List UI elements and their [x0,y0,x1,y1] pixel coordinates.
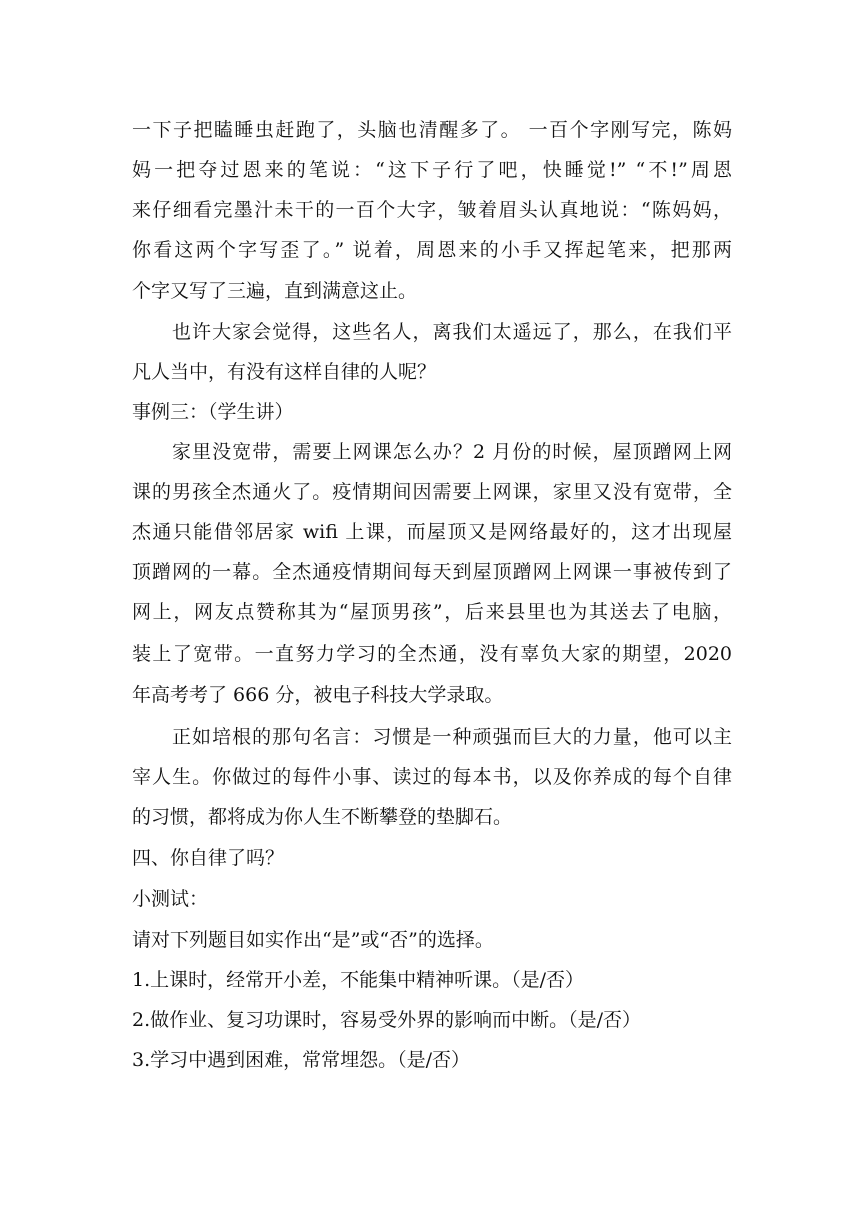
text-line: 网上，网友点赞称其为“屋顶男孩”，后来县里也为其送去了电脑， [132,601,732,623]
text-line: 妈一把夺过恩来的笔说：“这下子行了吧，快睡觉!” “不!”周恩 [132,159,732,181]
text-line: 请对下列题目如实作出“是”或“否”的选择。 [132,929,494,951]
text-line: 宰人生。你做过的每件小事、读过的每本书，以及你养成的每个自律 [132,766,732,788]
text-line: 家里没宽带，需要上网课怎么办？2 月份的时候，屋顶蹭网上网 [172,441,732,463]
text-line: 一下子把瞌睡虫赶跑了，头脑也清醒多了。 一百个字刚写完，陈妈 [132,119,732,141]
section-heading: 四、你自律了吗？ [132,847,285,869]
text-line: 顶蹭网的一幕。全杰通疫情期间每天到屋顶蹭网上网课一事被传到了 [132,561,732,583]
text-line: 来仔细看完墨汁未干的一百个大字，皱着眉头认真地说：“陈妈妈， [132,199,732,221]
text-line: 课的男孩全杰通火了。疫情期间因需要上网课，家里又没有宽带，全 [132,481,732,503]
text-line: 个字又写了三遍，直到满意这止。 [132,280,418,302]
text-line: 也许大家会觉得，这些名人，离我们太遥远了，那么，在我们平 [172,321,732,343]
text-line: 凡人当中，有没有这样自律的人呢？ [132,361,437,383]
text-line: 杰通只能借邻居家 wifi 上课，而屋顶又是网络最好的，这才出现屋 [132,521,732,543]
text-line: 装上了宽带。一直努力学习的全杰通，没有辜负大家的期望，2020 [132,643,732,665]
quiz-item: 3.学习中遇到困难，常常埋怨。（是/否） [132,1049,471,1071]
text-line: 的习惯，都将成为你人生不断攀登的垫脚石。 [132,806,513,828]
quiz-item: 1.上课时，经常开小差，不能集中精神听课。（是/否） [132,969,585,991]
section-label: 小测试： [132,888,209,910]
text-line: 你看这两个字写歪了。” 说着，周恩来的小手又挥起笔来，把那两 [132,239,732,261]
text-line: 正如培根的那句名言：习惯是一种顽强而巨大的力量，他可以主 [172,726,732,748]
quiz-item: 2.做作业、复习功课时，容易受外界的影响而中断。（是/否） [132,1009,642,1031]
text-line: 年高考考了 666 分，被电子科技大学录取。 [132,684,504,706]
section-label: 事例三：（学生讲） [132,401,294,423]
